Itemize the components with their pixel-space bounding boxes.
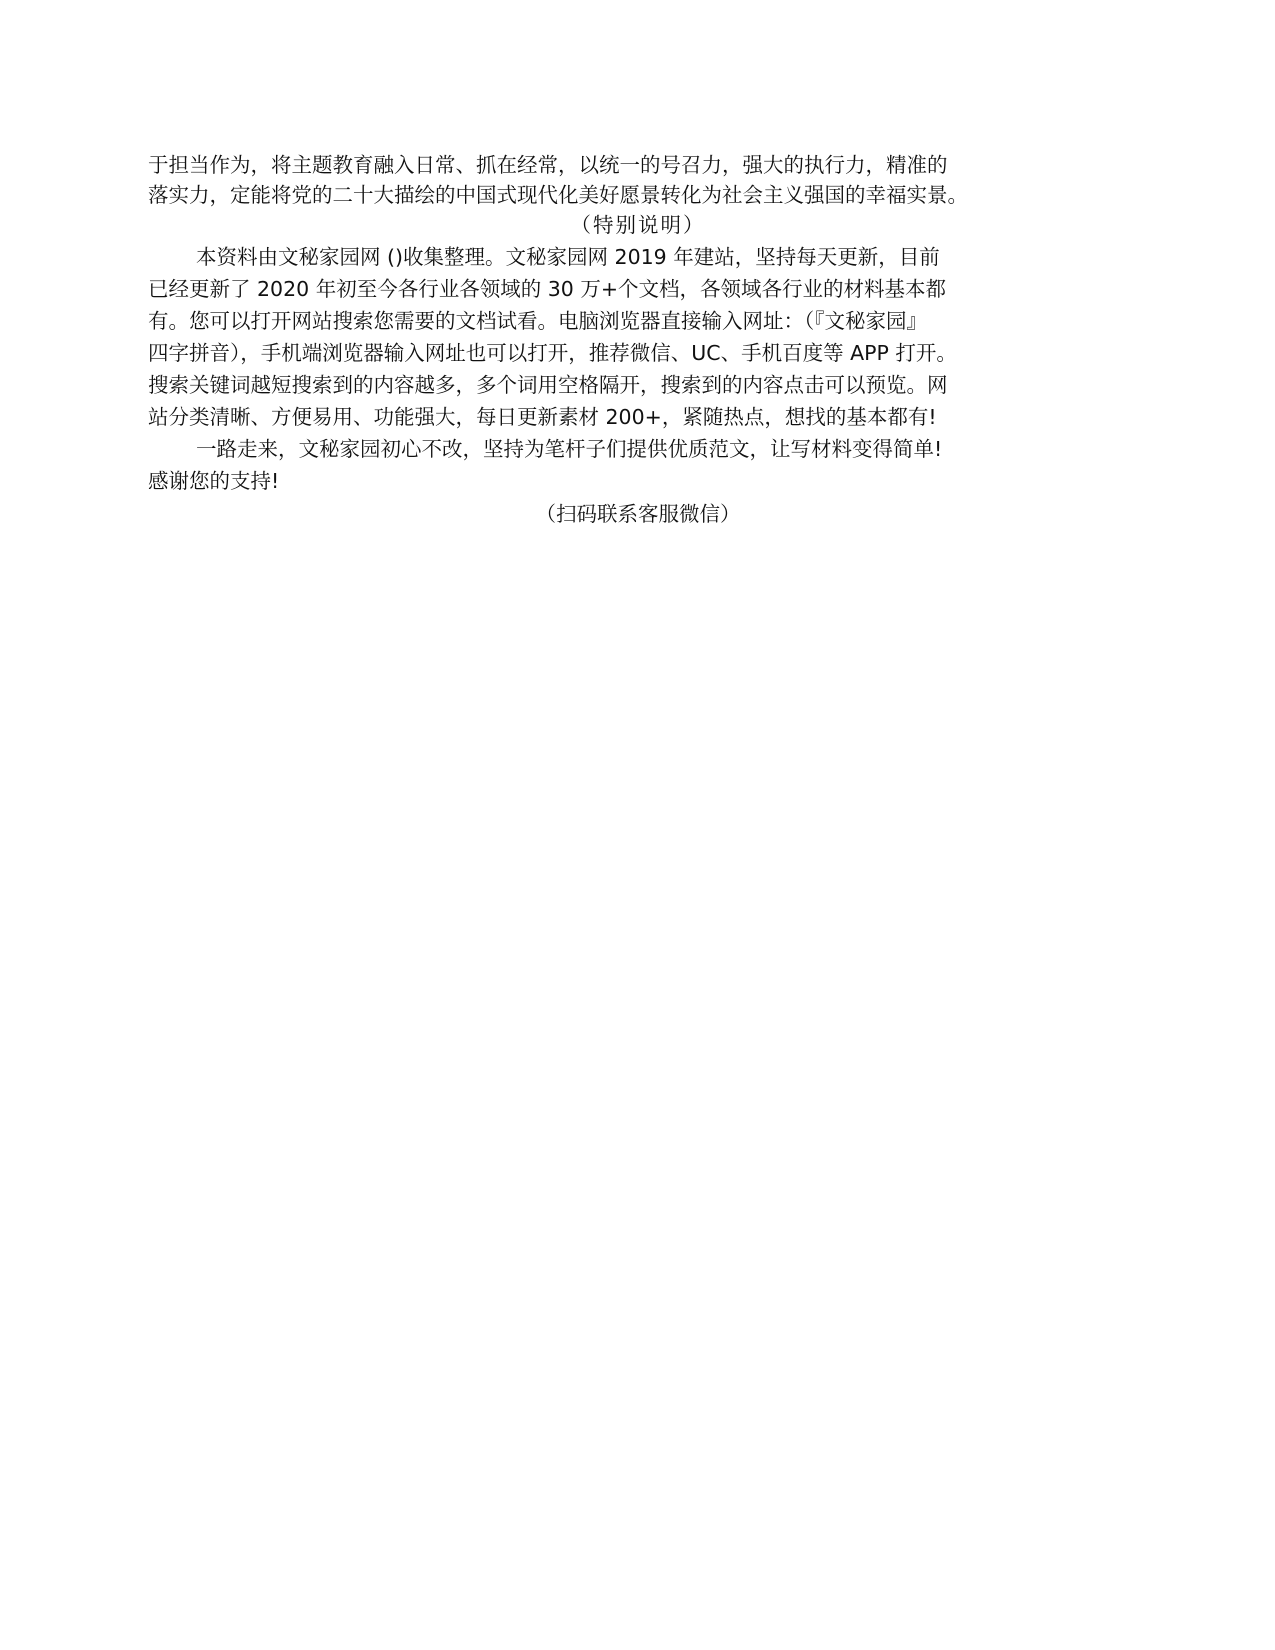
- body-text-line: 于担当作为，将主题教育融入日常、抓在经常，以统一的号召力，强大的执行力，精准的: [148, 153, 948, 177]
- document-content: [148, 150, 1128, 531]
- note-text-line: 本资料由文秘家园网 ()收集整理。文秘家园网 2019 年建站，坚持每天更新，目前: [196, 245, 940, 269]
- closing-text-line: 一路走来，文秘家园初心不改，坚持为笔杆子们提供优质范文，让写材料变得简单!: [196, 437, 943, 461]
- contact-caption: （扫码联系客服微信）: [535, 502, 741, 526]
- body-text-line: 落实力，定能将党的二十大描绘的中国式现代化美好愿景转化为社会主义强国的幸福实景。: [148, 183, 968, 207]
- note-text-line: 四字拼音），手机端浏览器输入网址也可以打开，推荐微信、UC、手机百度等 APP 打开。: [148, 341, 957, 365]
- note-text-line: 搜索关键词越短搜索到的内容越多，多个词用空格隔开，搜索到的内容点击可以预览。网: [148, 373, 948, 397]
- closing-text-line: 感谢您的支持!: [148, 469, 280, 493]
- note-text-line: 已经更新了 2020 年初至今各行业各领域的 30 万+个文档，各领域各行业的材料基本都: [148, 277, 946, 301]
- note-text-line: 有。您可以打开网站搜索您需要的文档试看。电脑浏览器直接输入网址：（『文秘家园』: [148, 309, 927, 333]
- special-note-title: （特别说明）: [570, 213, 706, 237]
- note-text-line: 站分类清晰、方便易用、功能强大，每日更新素材 200+，紧随热点，想找的基本都有!: [148, 405, 937, 429]
